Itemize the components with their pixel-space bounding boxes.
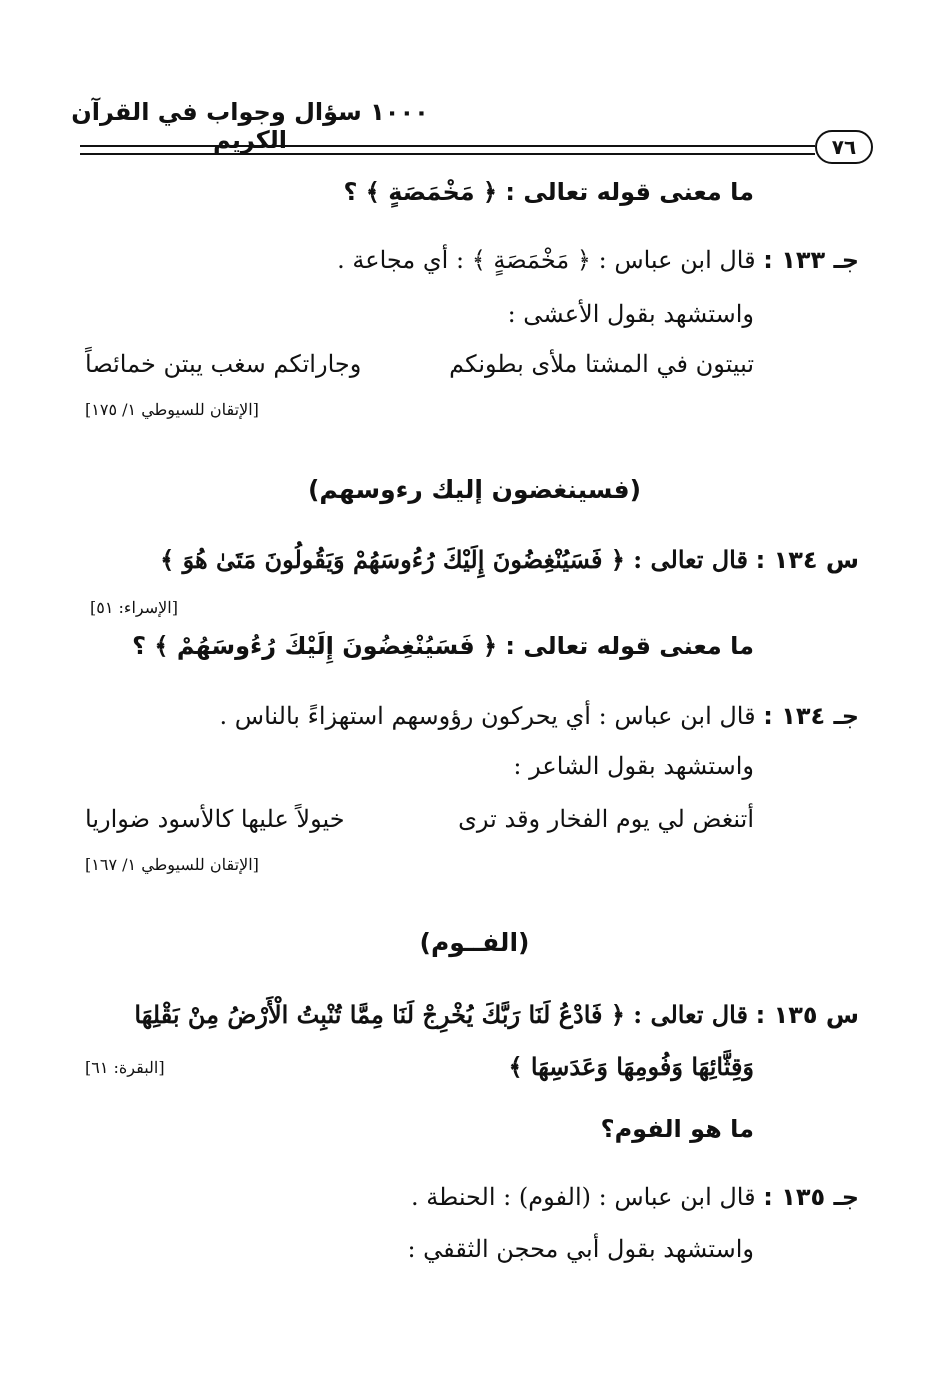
answer-134 xyxy=(0,702,949,730)
verse-hemistich-2: خيولاً عليها كالأسود ضواريا xyxy=(85,805,345,833)
question-text-continued: وَقِثَّائِهَا وَفُومِهَا وَعَدَسِهَا ﴾ xyxy=(508,1052,754,1081)
answer-135 xyxy=(0,1183,949,1211)
verse-hemistich-2: وجاراتكم سغب يبتن خمائصاً xyxy=(85,350,362,378)
header-rule xyxy=(80,145,815,155)
question-text: قال تعالى : ﴿ فَادْعُ لَنَا رَبَّكَ يُخْرِجْ لَنَا مِمَّا تُنْبِتُ الْأَرْضُ مِنْ بَقْلِهَا xyxy=(134,1000,748,1029)
answer-133 xyxy=(0,246,949,274)
answer-text: قال ابن عباس : ﴿ مَخْمَصَةٍ ﴾ : أي مجاعة . xyxy=(337,246,756,274)
section-heading: (فسينغضون إليك رءوسهم) xyxy=(307,475,642,504)
question-label: س ١٣٥ : xyxy=(755,1001,859,1029)
surah-reference: [الإسراء: ٥١] xyxy=(90,598,178,617)
citation-intro: واستشهد بقول أبي محجن الثقفي : xyxy=(407,1235,754,1263)
source-reference: [الإتقان للسيوطي ١/ ١٦٧] xyxy=(85,855,259,874)
question-135 xyxy=(0,1000,949,1029)
verse-hemistich-1: أتنغض لي يوم الفخار وقد ترى xyxy=(458,805,754,833)
question-text: قال تعالى : ﴿ فَسَيُنْغِضُونَ إِلَيْكَ رُءُوسَهُمْ وَيَقُولُونَ مَتَىٰ هُوَ ﴾ xyxy=(160,545,748,574)
section-heading: (الفــوم) xyxy=(419,928,530,957)
question-line: ما معنى قوله تعالى : ﴿ فَسَيُنْغِضُونَ إِلَيْكَ رُءُوسَهُمْ ﴾ ؟ xyxy=(132,632,754,660)
running-header-title: ١٠٠٠ سؤال وجواب في القرآن الكريم xyxy=(71,98,429,154)
question-line: ما معنى قوله تعالى : ﴿ مَخْمَصَةٍ ﴾ ؟ xyxy=(343,178,754,206)
question-134 xyxy=(0,545,949,574)
answer-text: قال ابن عباس : (الفوم) : الحنطة . xyxy=(411,1183,756,1211)
source-reference: [الإتقان للسيوطي ١/ ١٧٥] xyxy=(85,400,259,419)
surah-reference: [البقرة: ٦١] xyxy=(85,1058,165,1077)
page-number: ٧٦ xyxy=(815,130,873,164)
answer-label: جـ ١٣٤ : xyxy=(763,702,859,730)
answer-label: جـ ١٣٥ : xyxy=(763,1183,859,1211)
citation-intro: واستشهد بقول الأعشى : xyxy=(507,300,754,328)
question-line: ما هو الفوم؟ xyxy=(600,1115,754,1143)
answer-text: قال ابن عباس : أي يحركون رؤوسهم استهزاءً بالناس . xyxy=(219,702,756,730)
answer-label: جـ ١٣٣ : xyxy=(763,246,859,274)
verse-hemistich-1: تبيتون في المشتا ملأى بطونكم xyxy=(449,350,754,378)
question-label: س ١٣٤ : xyxy=(755,546,859,574)
citation-intro: واستشهد بقول الشاعر : xyxy=(513,752,754,780)
